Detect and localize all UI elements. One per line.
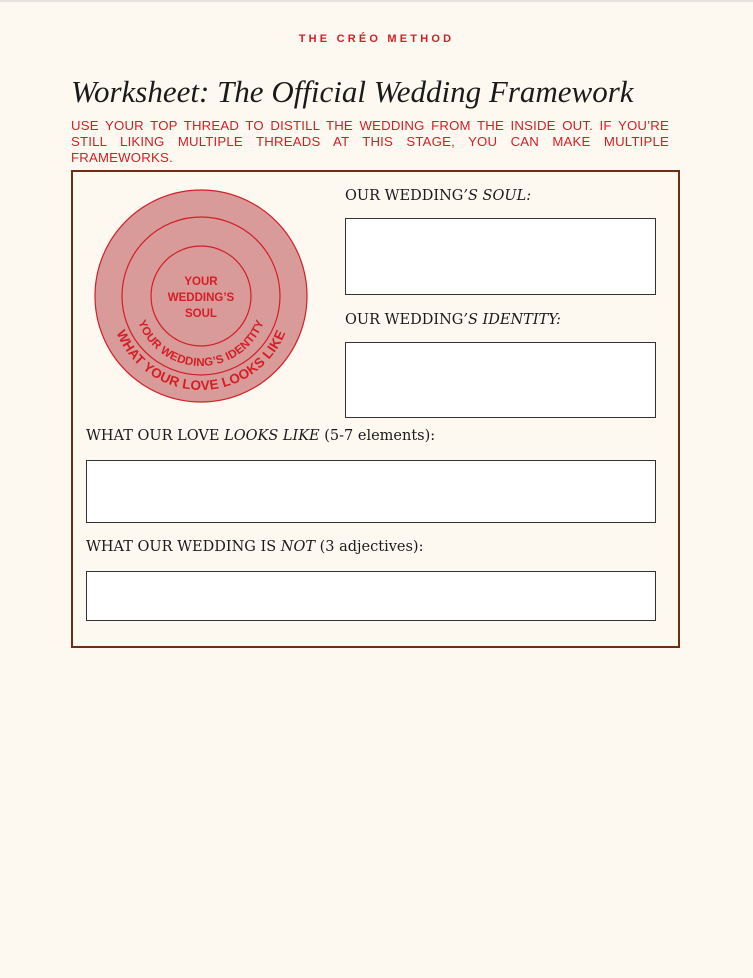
middle-ring-label: YOUR WEDDING’S IDENTITY (135, 318, 267, 370)
framework-rings-diagram (94, 189, 308, 403)
not-input-box[interactable] (86, 571, 656, 621)
not-label: WHAT OUR WEDDING IS NOT (3 adjectives): (86, 539, 424, 555)
soul-input-box[interactable] (345, 218, 656, 295)
center-label-line-2: WEDDING’S (167, 292, 235, 304)
soul-label: OUR WEDDING’S SOUL: (345, 188, 532, 204)
outer-ring-label: WHAT YOUR LOVE LOOKS LIKE (113, 327, 289, 394)
top-divider (0, 0, 753, 2)
looks-like-label: WHAT OUR LOVE LOOKS LIKE (5-7 elements): (86, 428, 436, 444)
center-label-line-1: YOUR (184, 276, 218, 288)
identity-input-box[interactable] (345, 342, 656, 418)
page-title: Worksheet: The Official Wedding Framework (71, 74, 634, 109)
identity-label: OUR WEDDING’S IDENTITY: (345, 312, 561, 328)
instructions-text: USE YOUR TOP THREAD TO DISTILL THE WEDDING FROM THE INSIDE OUT. IF YOU’RE STILL LIKING MULTIPLE THREADS AT THIS STAGE, YOU CAN MAKE MULTIPLE FRAMEWORKS. (71, 118, 669, 165)
looks-like-input-box[interactable] (86, 460, 656, 523)
brand-header: THE CRÉO METHOD (298, 33, 455, 45)
center-label-line-3: SOUL (185, 308, 217, 320)
